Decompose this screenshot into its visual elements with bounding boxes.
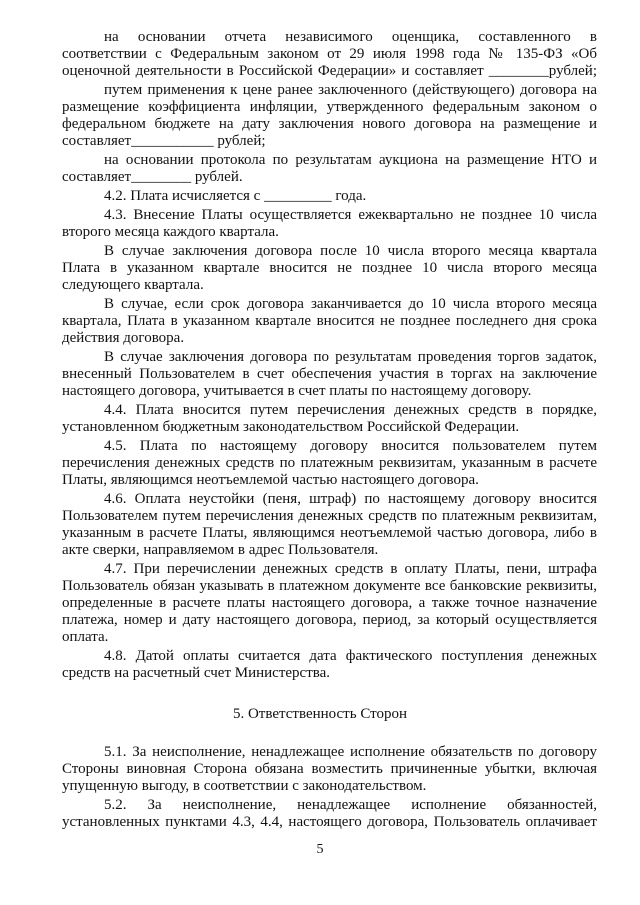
- text-line: перечисления денежных средств по платежным реквизитам, указанным в расчете: [62, 455, 597, 471]
- text-line: Плата в указанном квартале вносится не позднее 10 числа второго месяца: [62, 260, 597, 276]
- text-line: второго месяца каждого квартала.: [62, 224, 279, 240]
- text-line: 4.8. Датой оплаты считается дата фактического поступления денежных: [104, 648, 597, 664]
- text-line: размещение коэффициента инфляции, утвержденного федеральным законом о: [62, 99, 597, 115]
- text-line: Пользователь обязан указывать в платежном документе все банковские реквизиты,: [62, 578, 597, 594]
- text-line: 5.1. За неисполнение, ненадлежащее исполнение обязательств по договору: [104, 744, 597, 760]
- text-line: соответствии с Федеральным законом от 29 июля 1998 года № 135-ФЗ «Об: [62, 46, 597, 62]
- text-line: 4.4. Плата вносится путем перечисления денежных средств в порядке,: [104, 402, 597, 418]
- text-line: 4.3. Внесение Платы осуществляется ежеквартально не позднее 10 числа: [104, 207, 597, 223]
- text-line: составляет___________ рублей;: [62, 133, 266, 149]
- text-line: Стороны виновная Сторона обязана возместить причиненные убытки, включая: [62, 761, 597, 777]
- text-line: Платы, являющимся неотъемлемой частью настоящего договора.: [62, 472, 479, 488]
- text-line: составляет________ рублей.: [62, 169, 243, 185]
- text-line: средств на расчетный счет Министерства.: [62, 665, 331, 681]
- section-heading: 5. Ответственность Сторон: [232, 706, 408, 722]
- text-line: на основании протокола по результатам аукциона на размещение НТО и: [104, 152, 597, 168]
- text-line: В случае, если срок договора заканчивается до 10 числа второго месяца: [104, 296, 597, 312]
- text-line: действия договора.: [62, 330, 185, 346]
- text-line: федеральном бюджете на дату заключения нового договора на размещение и: [62, 116, 597, 132]
- text-line: указанным в расчете Платы, являющимся неотъемлемой частью договора, либо в: [62, 525, 597, 541]
- text-line: платежа, номер и дату настоящего договора, период, за который осуществляется: [62, 612, 597, 628]
- text-line: внесенный Пользователем в счет обеспечения участия в торгах на заключение: [62, 366, 597, 382]
- text-line: следующего квартала.: [62, 277, 204, 293]
- page-number: 5: [316, 842, 324, 857]
- text-line: на основании отчета независимого оценщика, составленного в: [104, 29, 597, 45]
- text-line: акте сверки, направляемом в адрес Пользователя.: [62, 542, 379, 558]
- text-line: 4.2. Плата исчисляется с _________ года.: [104, 188, 367, 204]
- text-line: 4.7. При перечислении денежных средств в оплату Платы, пени, штрафа: [104, 561, 597, 577]
- text-line: Пользователем путем перечисления денежных средств по платежным реквизитам,: [62, 508, 597, 524]
- text-line: квартала, Плата в указанном квартале вносится не позднее последнего дня срока: [62, 313, 597, 329]
- text-line: В случае заключения договора по результатам проведения торгов задаток,: [104, 349, 597, 365]
- text-line: оценочной деятельности в Российской Федерации» и составляет ________рублей;: [62, 63, 597, 79]
- text-line: В случае заключения договора после 10 числа второго месяца квартала: [104, 243, 597, 259]
- text-line: установленных пунктами 4.3, 4.4, настоящего договора, Пользователь оплачивает: [62, 814, 597, 830]
- text-line: 4.5. Плата по настоящему договору вносится пользователем путем: [104, 438, 597, 454]
- text-line: настоящего договора, учитывается в счет платы по настоящему договору.: [62, 383, 532, 399]
- text-line: определенные в расчете платы настоящего договора, а также точное назначение: [62, 595, 597, 611]
- text-line: 4.6. Оплата неустойки (пеня, штраф) по настоящему договору вносится: [104, 491, 597, 507]
- text-line: путем применения к цене ранее заключенного (действующего) договора на: [104, 82, 597, 98]
- text-line: 5.2. За неисполнение, ненадлежащее исполнение обязанностей,: [104, 797, 597, 813]
- text-line: оплата.: [62, 629, 109, 645]
- text-line: установленном бюджетным законодательством Российской Федерации.: [62, 419, 520, 435]
- text-line: упущенную выгоду, в соответствии с законодательством.: [62, 778, 427, 794]
